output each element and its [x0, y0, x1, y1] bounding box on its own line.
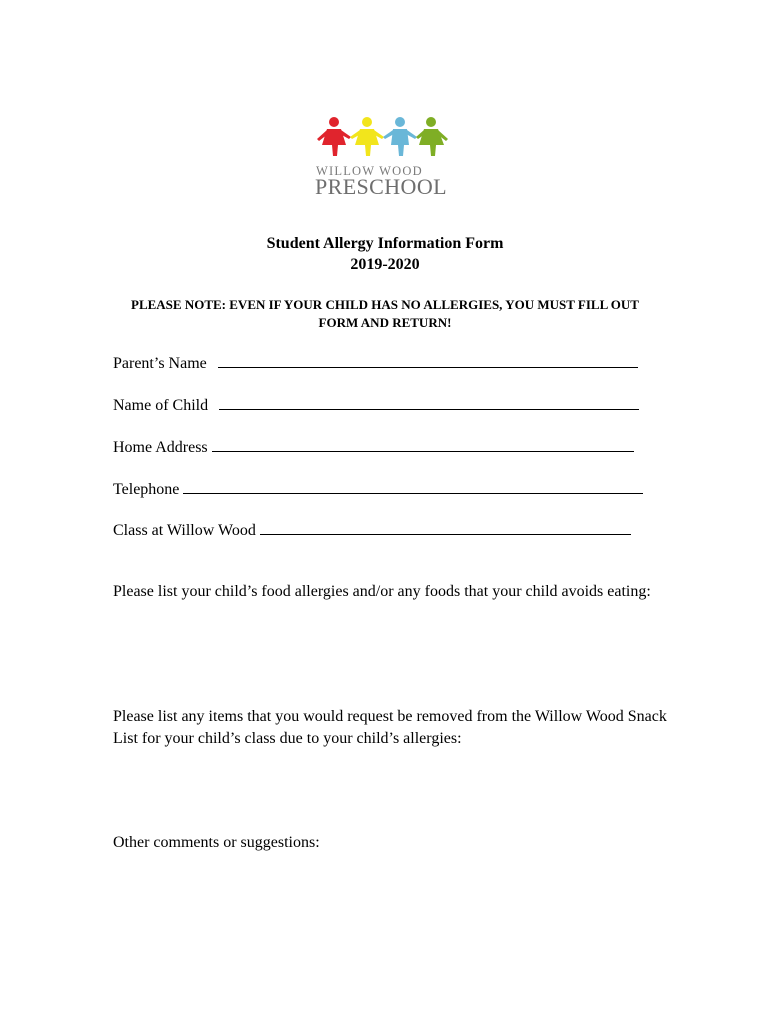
home-address-field[interactable]	[113, 437, 634, 457]
parent-name-field[interactable]	[113, 353, 638, 373]
food-allergies-question: Please list your child’s food allergies and/or any foods that your child avoids eating:	[113, 583, 651, 600]
class-label: Class at Willow Wood	[113, 522, 256, 539]
comments-question: Other comments or suggestions:	[113, 834, 320, 851]
preschool-logo	[313, 112, 455, 198]
parent-name-blank-line[interactable]	[218, 353, 638, 368]
parent-name-label: Parent’s Name	[113, 355, 207, 372]
snack-list-question: Please list any items that you would request be removed from the Willow Wood Snack List for your child’s class due to your child’s allergies:	[113, 708, 667, 747]
class-field[interactable]	[113, 520, 631, 540]
child-name-field[interactable]	[113, 395, 639, 415]
child-name-label: Name of Child	[113, 397, 209, 414]
telephone-label: Telephone	[113, 481, 180, 498]
telephone-field[interactable]	[113, 479, 643, 499]
form-year: 2019-2020	[350, 256, 420, 273]
logo-text-preschool: PRESCHOOL	[315, 174, 447, 199]
important-note: PLEASE NOTE: EVEN IF YOUR CHILD HAS NO ALLERGIES, YOU MUST FILL OUT FORM AND RETURN!	[131, 297, 639, 330]
class-blank-line[interactable]	[260, 520, 631, 535]
telephone-blank-line[interactable]	[183, 479, 643, 494]
home-address-blank-line[interactable]	[212, 437, 634, 452]
form-title: Student Allergy Information Form	[266, 235, 504, 252]
child-name-blank-line[interactable]	[219, 395, 639, 410]
home-address-label: Home Address	[113, 439, 208, 456]
logo-text-willow-wood: WILLOW WOOD	[316, 164, 423, 178]
paper-doll-figures-icon	[313, 112, 455, 164]
